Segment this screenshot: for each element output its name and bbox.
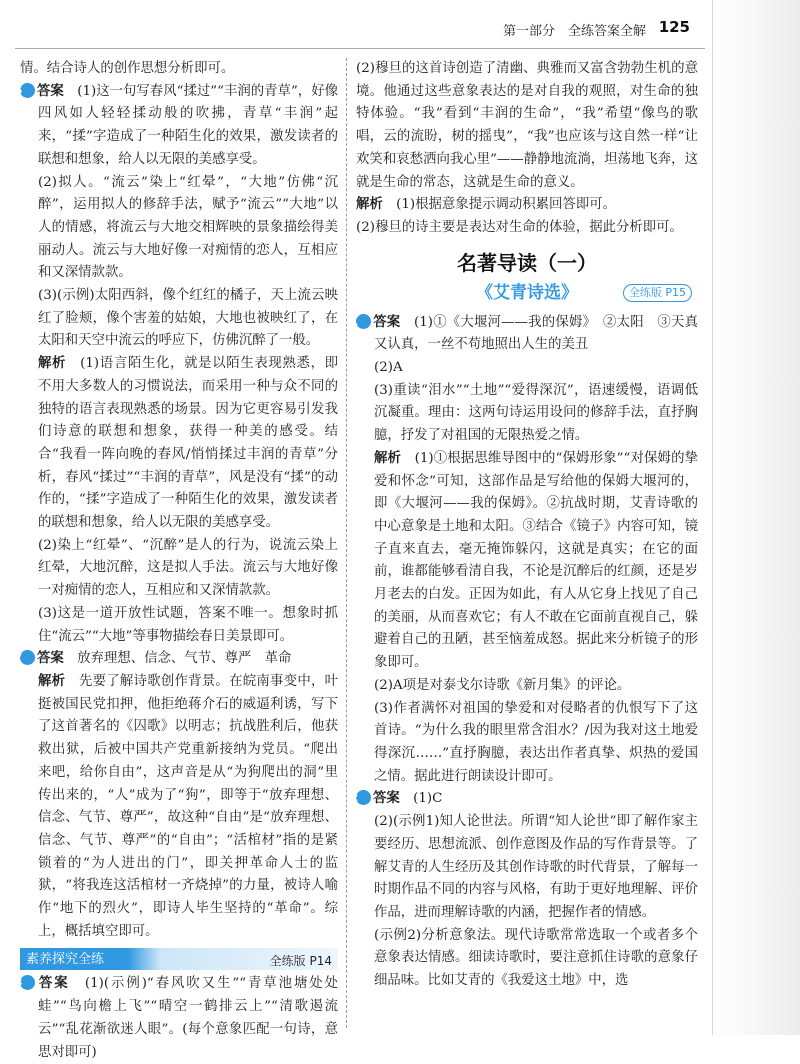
analysis-6 (20, 353, 338, 535)
answer-text: (2)(示例1)知人论世法。所谓“知人论世”即了解作家主要经历、思想流派、创作意图及作品的写作背景等。了解艾青的人生经历及其创作诗歌的时代背景，了解每一时期作品不同的内容与风格，有助于更好地理解、评价作品，进而理解诗歌的内涵，把握作者的情感。 (374, 814, 698, 920)
section-title: 名著导读（一） (457, 250, 597, 275)
answer-2 (350, 788, 698, 811)
left-column (14, 58, 339, 1064)
answer-text: (2)A (374, 360, 403, 376)
question-number-6: 6 (20, 83, 35, 98)
analysis-1 (356, 448, 698, 675)
analysis-label: 解析 (374, 450, 402, 466)
page-number: 125 (658, 18, 690, 36)
banner-title: 素养探究全练 (26, 952, 105, 968)
answer-label: 答案 (37, 976, 70, 992)
answer-text: (示例2)分析意象法。现代诗歌常常选取一个或者多个意象表达情感。细读诗歌时，要注意抓住诗歌的意象仔细品味。比如艾青的《我爱这土地》中，选 (374, 927, 698, 989)
answer-label: 答案 (373, 791, 400, 807)
header-rule (15, 48, 705, 49)
section-banner (20, 948, 338, 970)
answer-text: (3)(示例)太阳西斜，像个红红的橘子，天上流云映红了脸颊，像个害羞的姑娘，大地也被映红了，在太阳和天空中流云的呼应下，仿佛沉醉了一般。 (38, 288, 338, 349)
analysis-label: 解析 (356, 197, 383, 213)
answer-text: (1)C (413, 791, 443, 807)
answer-6 (14, 81, 338, 172)
answer-label: 答案 (37, 83, 64, 99)
answer-text: (2)拟人。“流云”染上“红晕”，“大地”仿佛“沉醉”，运用拟人的修辞手法，赋予“流云”“大地”以人的情感，将流云与大地交相辉映的景象描绘得美丽动人。流云与大地好像一对痴情的恋人，互相应和又深情款款。 (38, 174, 338, 281)
banner-page-ref: 全练版 P14 (269, 954, 332, 969)
answer-7 (14, 648, 338, 671)
analysis-label: 解析 (38, 356, 67, 372)
analysis-text: (2)染上“红晕”、“沉醉”是人的行为，说流云染上红晕，大地沉醉，这是拟人手法。流云与大地好像一对痴情的恋人，互相应和又深情款款。 (38, 537, 338, 599)
column-divider (346, 58, 347, 1028)
page-edge (712, 0, 800, 1035)
answer-text: (1)这一句写春风“揉过”“丰润的青草”，好像四风如人轻轻揉动般的吹拂，青草“丰润”起来，“揉”字造成了一种陌生化的效果，激发读者的联想和想象，给人以无限的美感享受。 (38, 83, 338, 167)
book-title: 《艾青诗选》 (476, 282, 578, 303)
answer-text: (3)重读“泪水”“土地”“爱得深沉”，语速缓慢，语调低沉凝重。理由：这两句诗运用设问的修辞手法，直抒胸臆，抒发了对祖国的无限热爱之情。 (374, 382, 698, 444)
answer-1 (350, 312, 699, 357)
header-title: 第一部分 全练答案全解 (502, 24, 646, 39)
answer-text: (1)①《大堰河——我的保姆》 ②太阳 ③天真又认真，一丝不苟地照出人生的美丑 (374, 314, 699, 353)
analysis-text: (3)这是一道开放性试题，答案不唯一。想象时抓住“流云”“大地”等事物描绘春日美景即可。 (38, 605, 338, 644)
question-number-1: 1 (356, 314, 371, 329)
section-subtitle-row (356, 280, 698, 308)
question-number-7: 7 (20, 650, 35, 665)
analysis-para (356, 194, 698, 217)
analysis-7 (20, 671, 338, 943)
text-paragraph: (2)穆旦的诗主要是表达对生命的体验，据此分析即可。 (356, 219, 683, 235)
text-paragraph: (2)穆旦的这首诗创造了清幽、典雅而又富含勃勃生机的意境。他通过这些意象表达的是对自我的观照，对生命的独特体验。“我”看到“丰润的生命”，“我”希望“像鸟的歌唱，云的流盼，树的摇曳”，“我”也应该与这自然一样“让欢笑和哀愁洒向我心里”——静静地流淌，坦荡地飞奔，这就是生命的常态，这就是生命的意义。 (356, 61, 698, 190)
analysis-text: (3)作者满怀对祖国的挚爱和对侵略者的仇恨写下了这首诗。“为什么我的眼里常含泪水？/因为我对这土地爱得深沉……”直抒胸臆，表达出作者真挚、炽热的爱国之情。据此进行朗读设计即可。 (374, 700, 698, 784)
question-number-2: 2 (356, 790, 371, 805)
analysis-text: (1)①根据思维导图中的“保姆形象”“对保姆的挚爱和怀念”可知，这部作品是写给他的保姆大堰河的，即《大堰河——我的保姆》。②抗战时期，艾青诗歌的中心意象是土地和太阳。③结合《镜子》内容可知，镜子直来直去，毫无掩饰躲闪，这就是真实；在它的面前，谁都能够看清自我，不论是沉醉后的红颜，还是岁月老去的白发。正因为如此，有人从它身上找见了自己的美丽，从而喜欢它；有人不敢在它面前直视自己，躲避着自己的丑陋，甚至恼羞成怒。据此来分析镜子的形象即可。 (374, 450, 699, 671)
analysis-label: 解析 (38, 673, 66, 689)
right-column (350, 58, 699, 993)
answer-label: 答案 (373, 314, 401, 330)
answer-text: 放弃理想、信念、气节、尊严 革命 (77, 651, 292, 667)
answer-8 (14, 973, 339, 1064)
answer-label: 答案 (37, 651, 64, 667)
page-ref-tag: 全练版 P15 (623, 284, 692, 302)
page-header (350, 16, 690, 42)
analysis-text: (1)语言陌生化，就是以陌生表现熟悉，即不用大多数人的习惯说法，而采用一种与众不同的独特的语言表现熟悉的场景。因为它更容易引发我们诗意的联想和想象，获得一种美的感受。结合“我看一阵向晚的春风/悄悄揉过丰润的青草”分析，春风“揉过”“丰润的青草”，风是没有“揉”的动作的，“揉”字造成了一种陌生化的效果，激发读者的联想和想象，给人以无限的美感享受。 (38, 356, 339, 531)
text-line: 情。结合诗人的创作思想分析即可。 (20, 61, 235, 76)
question-number-8: 8 (20, 975, 35, 990)
analysis-text: 先要了解诗歌创作背景。在皖南事变中，叶挺被国民党扣押，他拒绝蒋介石的威逼利诱，写下了这首著名的《囚歌》以明志；抗战胜利后，他获救出狱，后被中国共产党重新接纳为党员。“爬出来吧，给你自由”，这声音是从“为狗爬出的洞”里传出来的，“人”成为了“狗”，即等于“放弃理想、信念、气节、尊严”，故这种“自由”是“放弃理想、信念、气节、尊严”的“自由”；“活棺材”指的是紧锁着的“为人进出的门”，即关押革命人士的监狱，“将我连这活棺材一齐烧掉”的力量，被诗人喻作“地下的烈火”，即诗人毕生坚持的“革命”。综上，概括填空即可。 (38, 673, 339, 939)
analysis-text: (2)A项是对泰戈尔诗歌《新月集》的评论。 (374, 677, 631, 693)
analysis-text: (1)根据意象提示调动积累回答即可。 (396, 197, 616, 213)
answer-text: (1)(示例)“春风吹又生”“青草池塘处处蛙”“鸟向檐上飞”“晴空一鹤排云上”“清歌遏流云”“乱花渐欲迷人眼”。(每个意象匹配一句诗，意思对即可) (38, 976, 339, 1060)
